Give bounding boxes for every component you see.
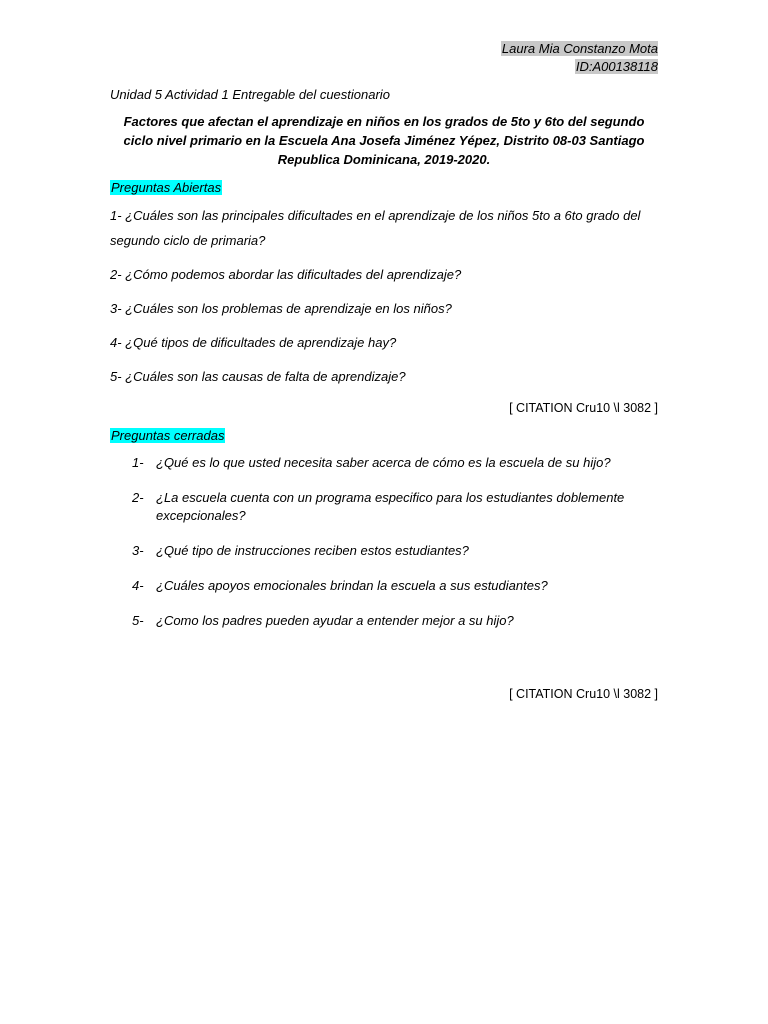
closed-question-number: 3- (132, 543, 144, 558)
open-questions-heading-label: Preguntas Abiertas (111, 180, 222, 195)
citation-closed-questions: [ CITATION Cru10 \l 3082 ] (509, 687, 658, 701)
author-name: Laura Mia Constanzo Mota (501, 41, 658, 56)
closed-question-text: ¿Qué es lo que usted necesita saber acerca de cómo es la escuela de su hijo? (156, 455, 611, 470)
closed-question-text: ¿Como los padres pueden ayudar a entender mejor a su hijo? (156, 613, 514, 628)
open-question-5: 5- ¿Cuáles son las causas de falta de aprendizaje? (110, 369, 406, 384)
closed-question-text: ¿La escuela cuenta con un programa especifico para los estudiantes doblemente excepcionales? (156, 490, 625, 523)
document-title: Factores que afectan el aprendizaje en niños en los grados de 5to y 6to del segundo ciclo nivel primario en la Escuela Ana Josefa Jiménez Yépez, Distrito 08-03 Santiago Republica Dominicana, 2019-2020. (123, 114, 645, 167)
citation-open-questions: [ CITATION Cru10 \l 3082 ] (509, 401, 658, 415)
closed-question-5 (110, 612, 658, 630)
open-questions-heading (110, 179, 658, 197)
closed-questions-list (110, 454, 658, 630)
closed-questions-heading-label: Preguntas cerradas (111, 428, 225, 443)
closed-question-1 (110, 454, 658, 472)
document-body (110, 40, 658, 703)
closed-question-2 (110, 489, 658, 525)
author-id: ID:A00138118 (575, 59, 658, 74)
closed-question-number: 1- (132, 455, 144, 470)
closed-question-text: ¿Qué tipo de instrucciones reciben estos estudiantes? (156, 543, 469, 558)
closed-question-number: 2- (132, 490, 144, 505)
closed-question-number: 5- (132, 613, 144, 628)
open-question-4: 4- ¿Qué tipos de dificultades de aprendizaje hay? (110, 335, 397, 350)
open-question-2: 2- ¿Cómo podemos abordar las dificultades del aprendizaje? (110, 267, 462, 282)
closed-question-3 (110, 542, 658, 560)
closed-questions-heading (110, 427, 658, 445)
closed-question-4 (110, 577, 658, 595)
closed-question-number: 4- (132, 578, 144, 593)
unit-line: Unidad 5 Actividad 1 Entregable del cuestionario (110, 87, 390, 102)
open-question-3: 3- ¿Cuáles son los problemas de aprendizaje en los niños? (110, 301, 452, 316)
closed-question-text: ¿Cuáles apoyos emocionales brindan la escuela a sus estudiantes? (156, 578, 548, 593)
open-question-1: 1- ¿Cuáles son las principales dificultades en el aprendizaje de los niños 5to a 6to grado del segundo ciclo de primaria? (110, 208, 641, 248)
author-block (110, 40, 658, 76)
